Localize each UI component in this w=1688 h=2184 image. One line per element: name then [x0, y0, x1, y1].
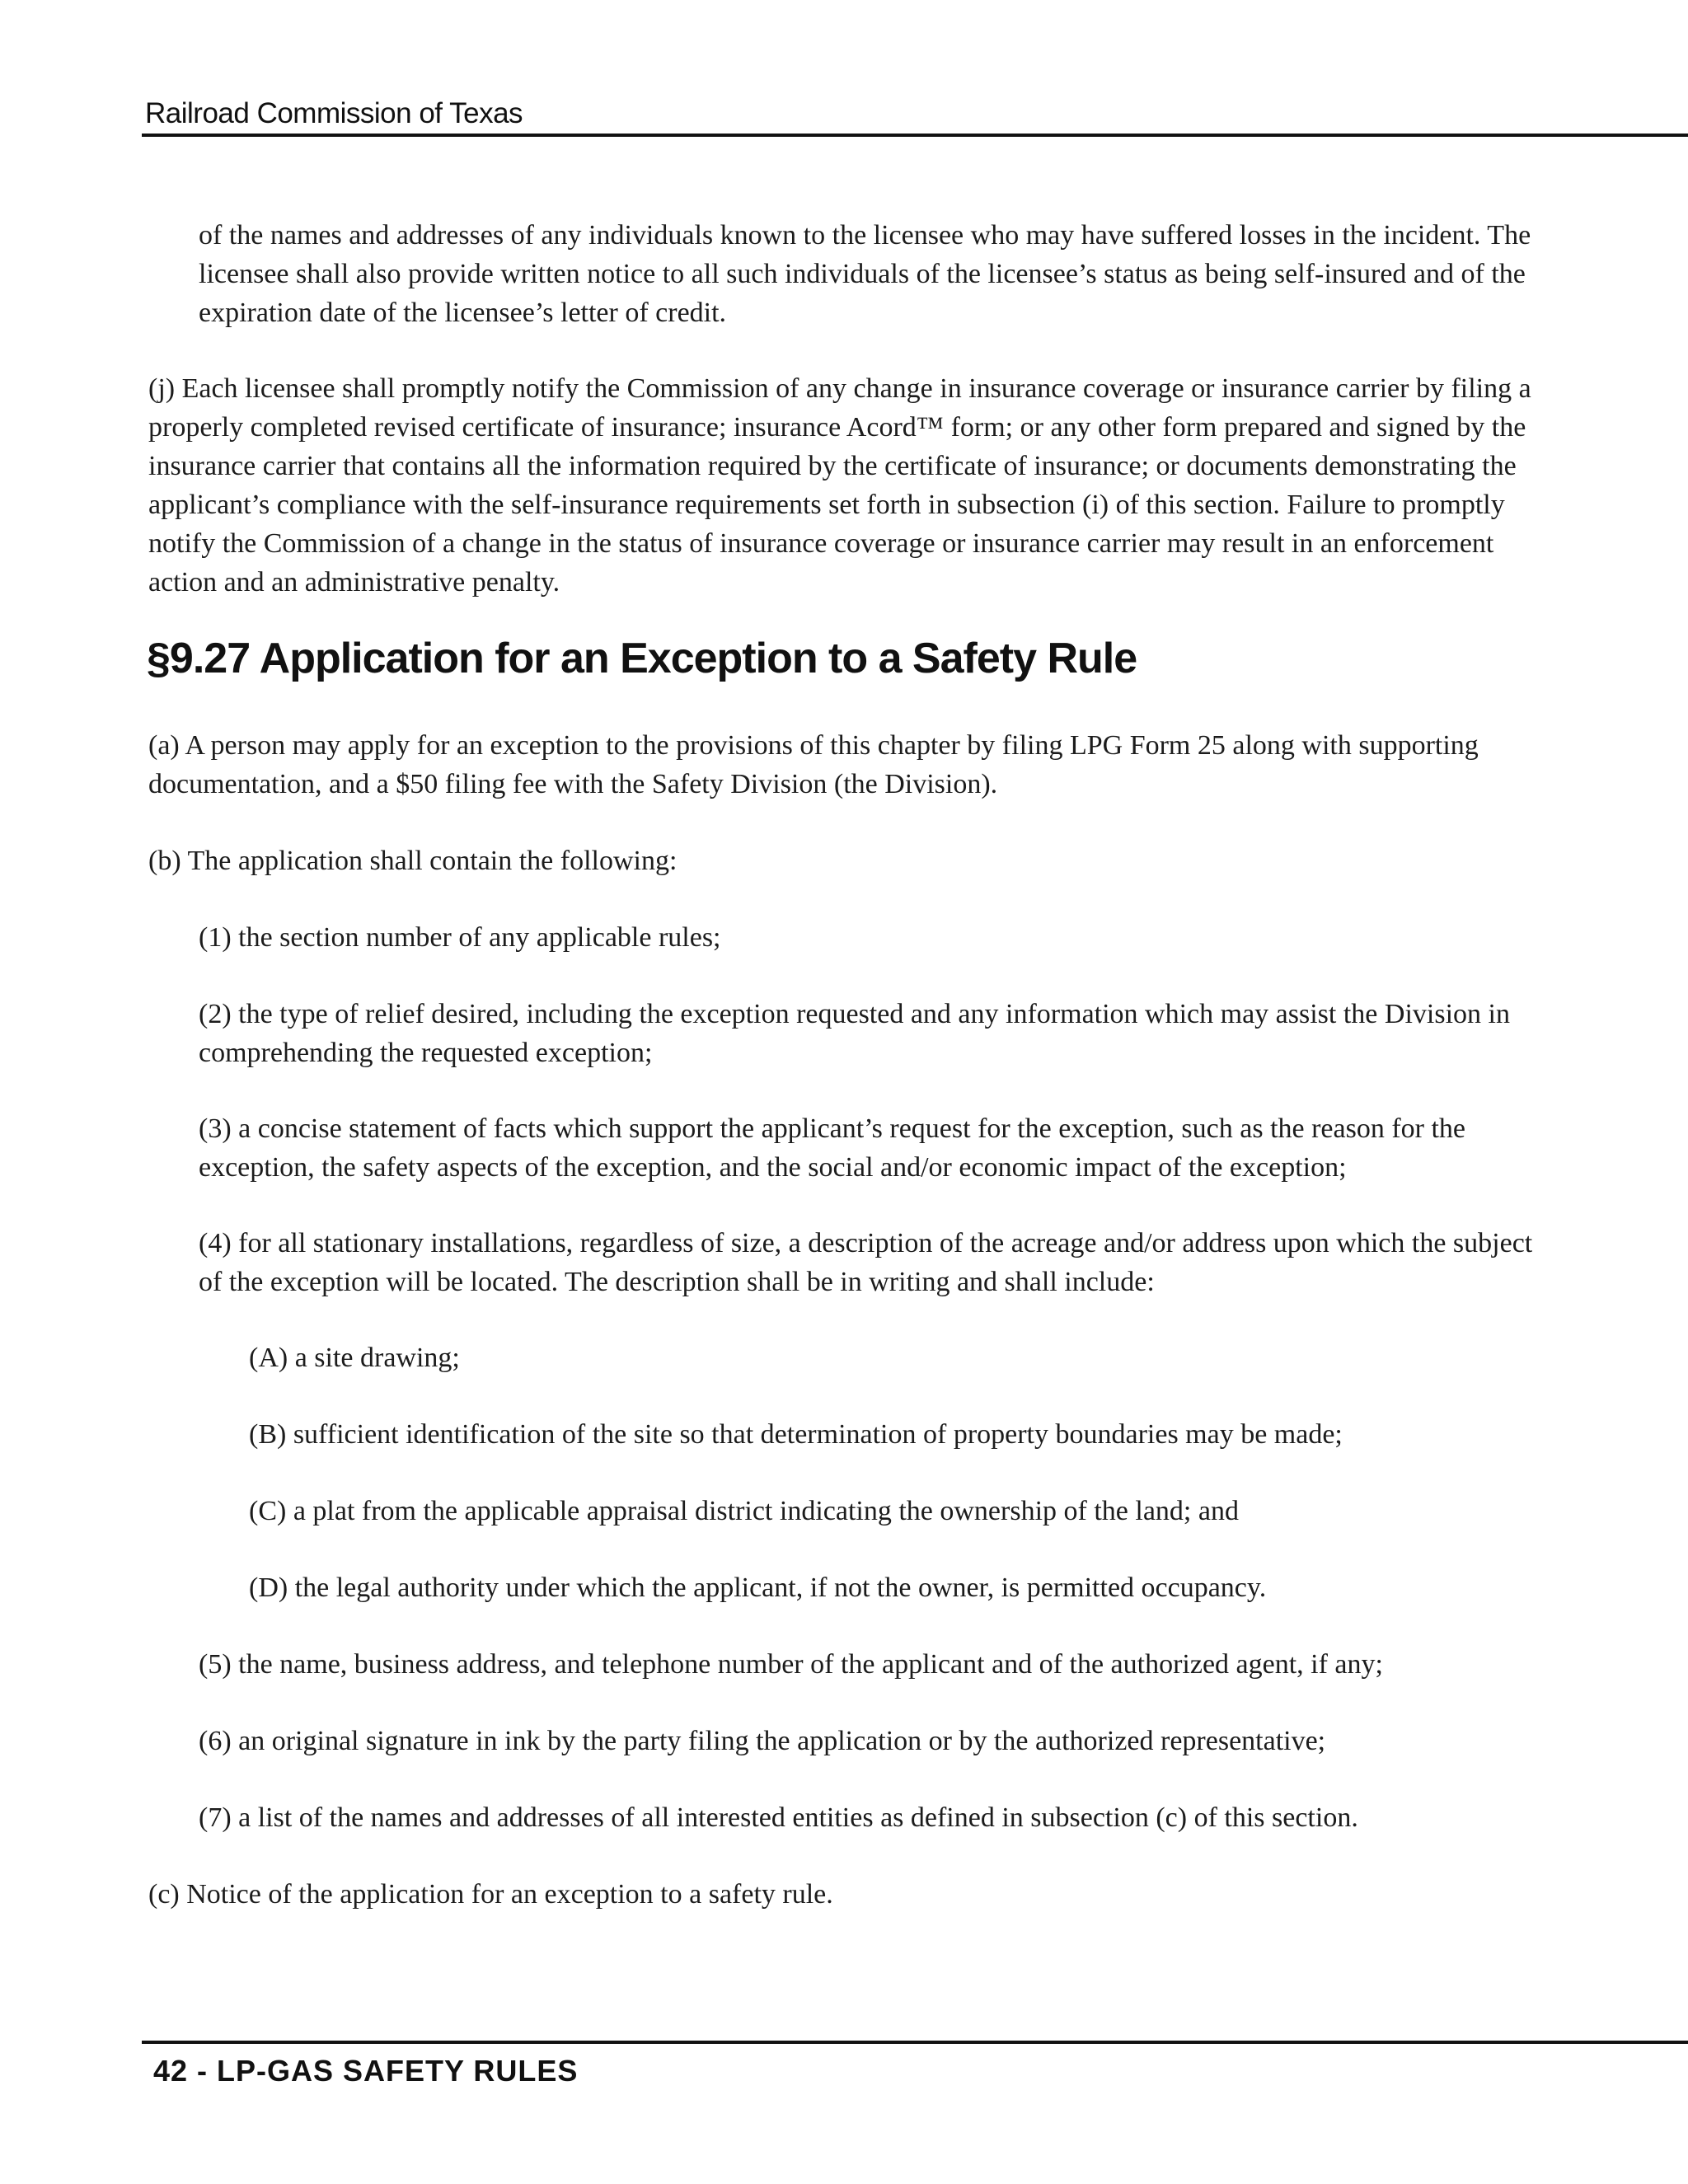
list-subitem-D: (D) the legal authority under which the applicant, if not the owner, is permitted occupancy. [249, 1572, 1267, 1603]
list-subitem-A: (A) a site drawing; [249, 1343, 460, 1373]
list-item-2: (2) the type of relief desired, including the exception requested and any information which may assist the Division in comprehending the requested exception; [199, 999, 1510, 1068]
list-item-6: (6) an original signature in ink by the party filing the application or by the authorized representative; [199, 1726, 1326, 1756]
paragraph-a: (a) A person may apply for an exception to the provisions of this chapter by filing LPG Form 25 along with supporting documentation, and a $50 filing fee with the Safety Division (the Division). [148, 730, 1479, 799]
list-item-3: (3) a concise statement of facts which support the applicant’s request for the exception, such as the reason for the exception, the safety aspects of the exception, and the social and/or economic impact of the exception; [199, 1113, 1466, 1183]
paragraph-c: (c) Notice of the application for an exception to a safety rule. [148, 1879, 833, 1910]
list-item-7: (7) a list of the names and addresses of all interested entities as defined in subsection (c) of this section. [199, 1802, 1358, 1833]
footer-rule [142, 2041, 1688, 2044]
header-rule [142, 134, 1688, 137]
paragraph-j: (j) Each licensee shall promptly notify the Commission of any change in insurance coverage or insurance carrier by filing a properly completed revised certificate of insurance; insurance Acord™ form; or any other form prepared and signed by the insurance carrier that contains all the information required by the certificate of insurance; or documents demonstrating the applicant’s compliance with the self-insurance requirements set forth in subsection (i) of this section. Failure to promptly notify the Commission of a change in the status of insurance coverage or insurance carrier may result in an enforcement action and an administrative penalty. [148, 373, 1531, 598]
paragraph-i-continuation: of the names and addresses of any individuals known to the licensee who may have suffered losses in the incident. The licensee shall also provide written notice to all such individuals of the licensee’s status as being self-insured and of the expiration date of the licensee’s letter of credit. [199, 220, 1531, 328]
paragraph-b: (b) The application shall contain the following: [148, 846, 678, 876]
list-item-4: (4) for all stationary installations, regardless of size, a description of the acreage and/or address upon which the subject of the exception will be located. The description shall be in writing and shall include: [199, 1228, 1533, 1297]
section-heading: §9.27 Application for an Exception to a Safety Rule [147, 635, 1137, 682]
list-subitem-B: (B) sufficient identification of the site so that determination of property boundaries may be made; [249, 1419, 1343, 1450]
list-item-5: (5) the name, business address, and telephone number of the applicant and of the authorized agent, if any; [199, 1649, 1383, 1680]
running-header-title: Railroad Commission of Texas [145, 97, 523, 129]
list-item-1: (1) the section number of any applicable rules; [199, 922, 721, 953]
page-footer: 42 - LP-GAS SAFETY RULES [153, 2054, 579, 2088]
list-subitem-C: (C) a plat from the applicable appraisal district indicating the ownership of the land; and [249, 1496, 1239, 1526]
